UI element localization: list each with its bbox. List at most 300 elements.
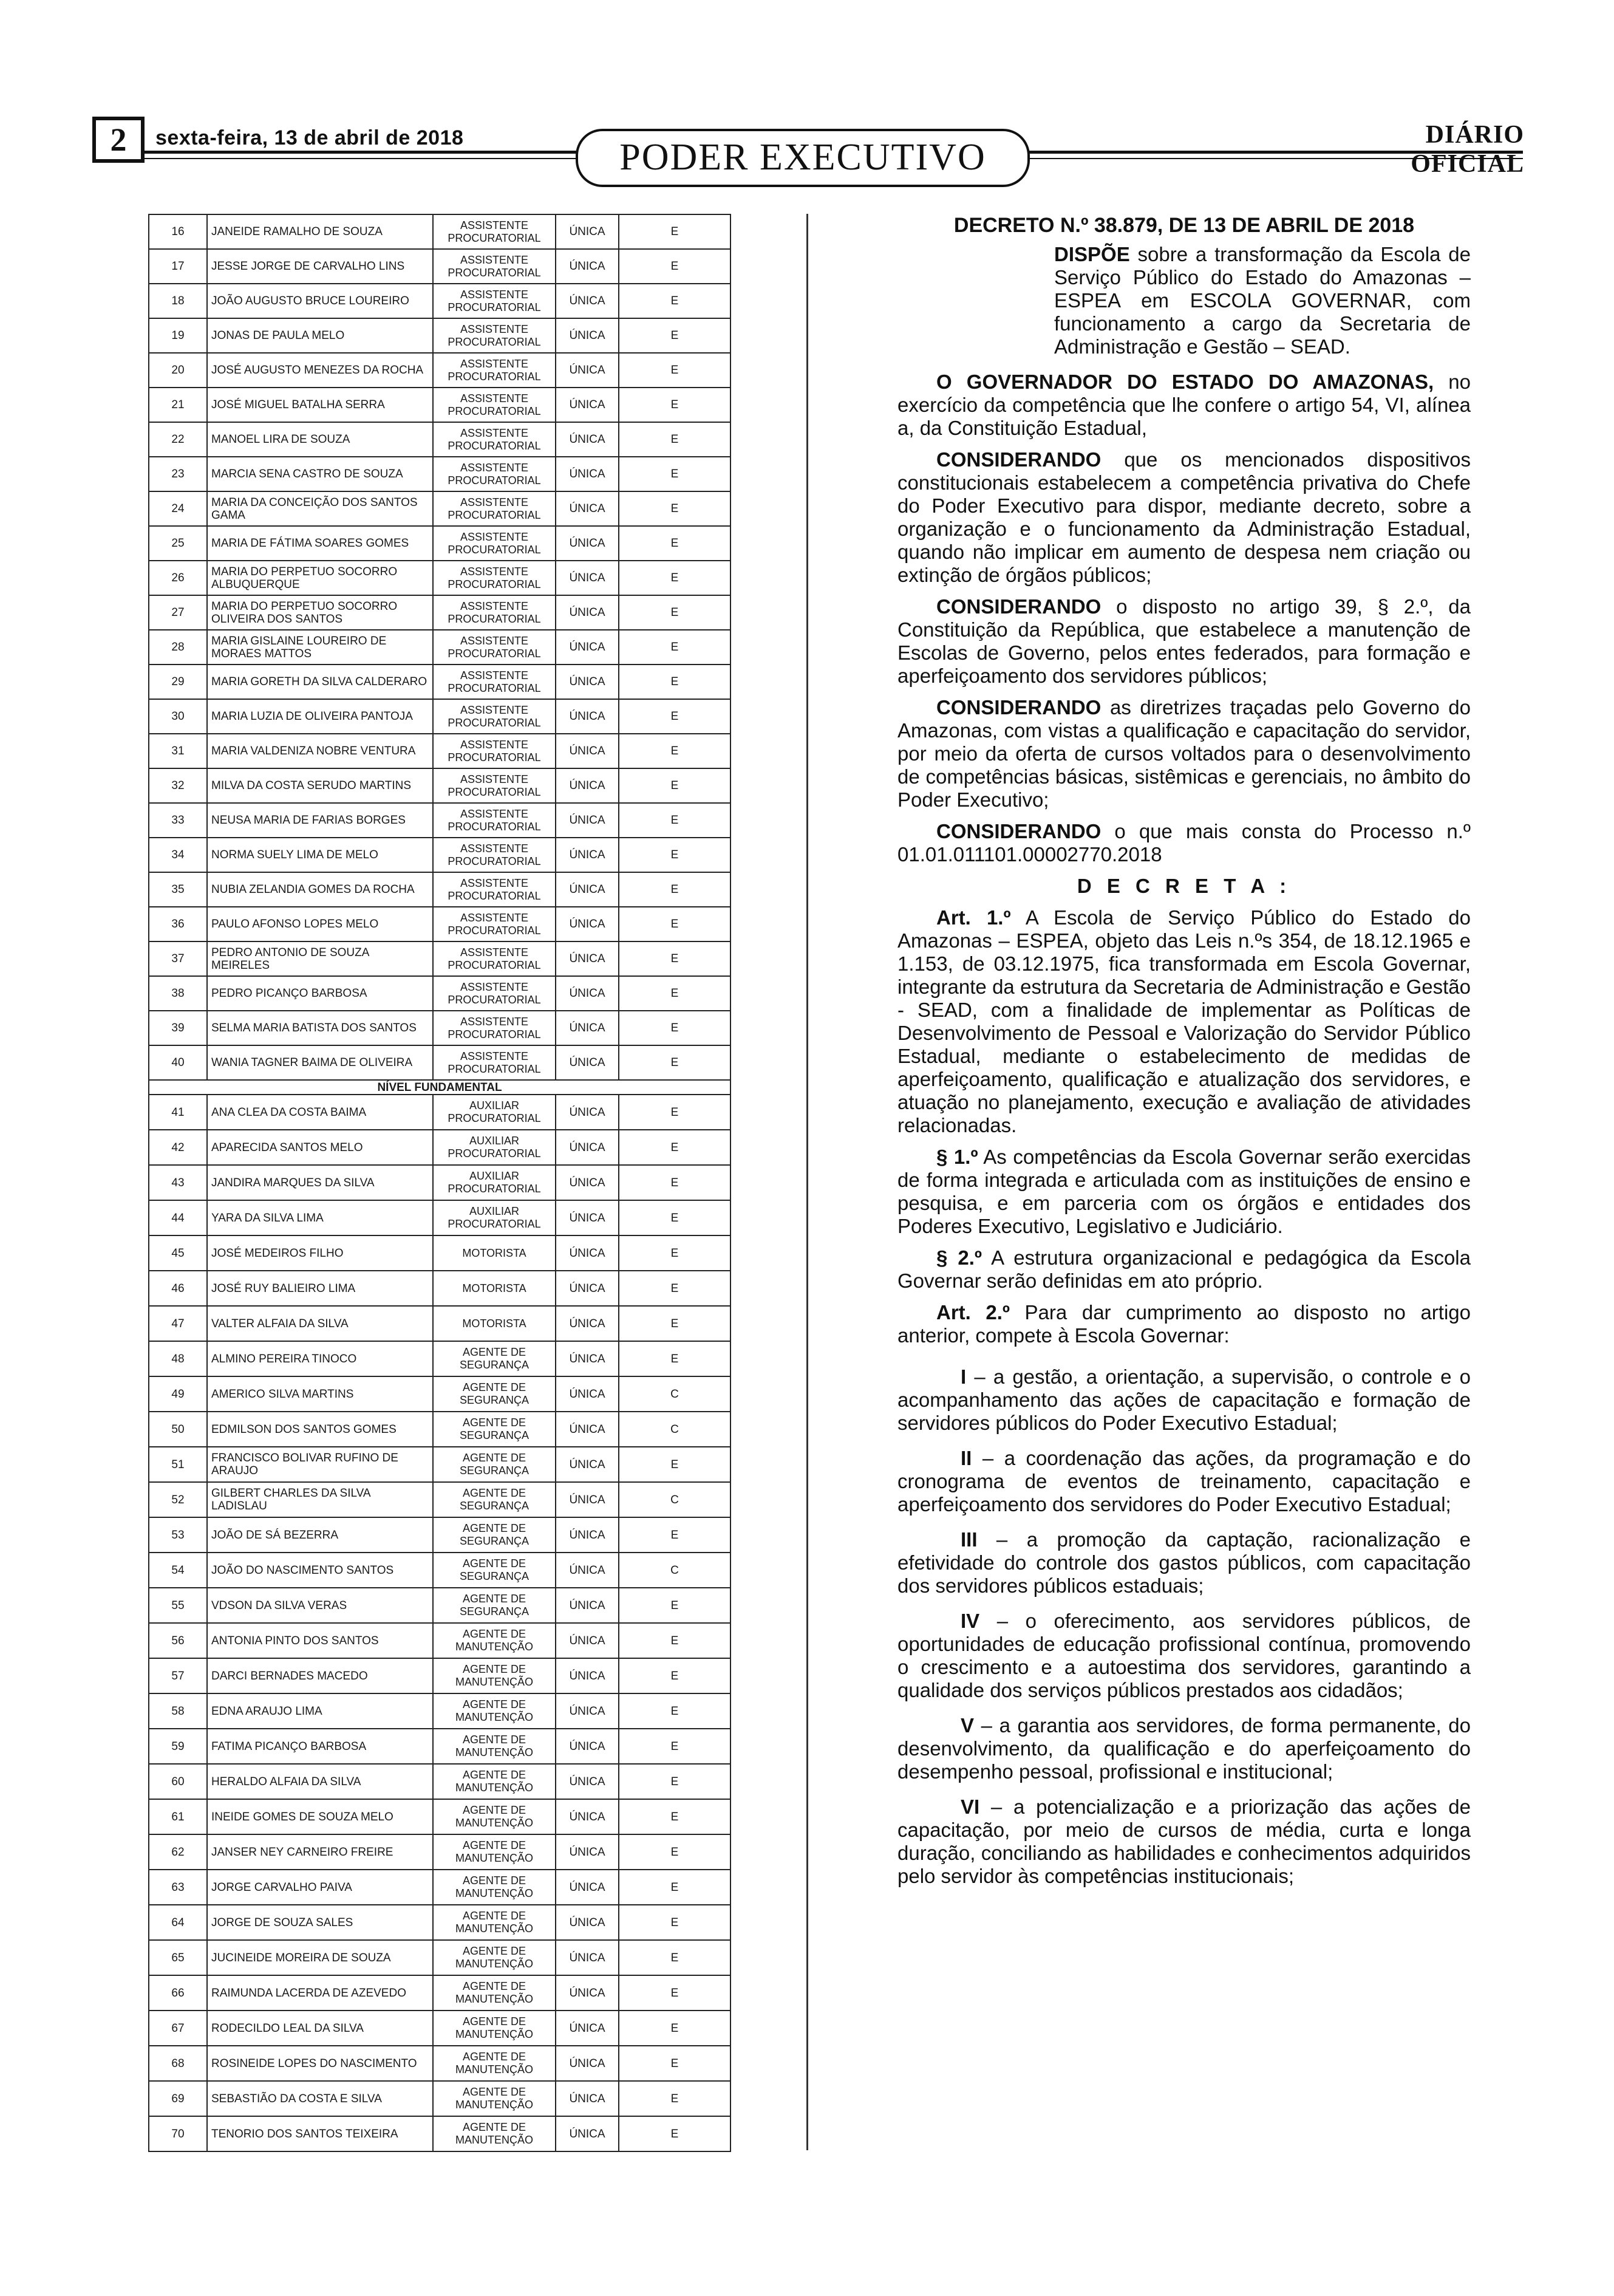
employee-name: JESSE JORGE DE CARVALHO LINS	[207, 249, 433, 284]
summary-lead: DISPÕE	[1054, 243, 1130, 265]
job-title: ASSISTENTE PROCURATORIAL	[433, 768, 556, 803]
row-number: 29	[149, 665, 207, 699]
table-subheading: NÍVEL FUNDAMENTAL	[149, 1080, 730, 1095]
row-number: 61	[149, 1799, 207, 1834]
level-type: ÚNICA	[556, 595, 619, 630]
table-row	[149, 1271, 730, 1306]
considerando-label: CONSIDERANDO	[936, 820, 1102, 842]
considerando-4	[897, 820, 1471, 866]
level-type: ÚNICA	[556, 1870, 619, 1905]
class-letter: E	[619, 1764, 730, 1799]
class-letter: E	[619, 1905, 730, 1940]
row-number: 27	[149, 595, 207, 630]
class-letter: E	[619, 665, 730, 699]
employee-name: NUBIA ZELANDIA GOMES DA ROCHA	[207, 872, 433, 907]
row-number: 49	[149, 1376, 207, 1412]
table-row	[149, 976, 730, 1011]
level-type: ÚNICA	[556, 422, 619, 457]
page-number: 2	[92, 117, 145, 163]
table-row	[149, 457, 730, 491]
row-number: 16	[149, 214, 207, 249]
job-title: ASSISTENTE PROCURATORIAL	[433, 595, 556, 630]
decree-summary	[1054, 243, 1471, 358]
job-title: AGENTE DE MANUTENÇÃO	[433, 2081, 556, 2116]
employee-name: VALTER ALFAIA DA SILVA	[207, 1306, 433, 1341]
level-type: ÚNICA	[556, 457, 619, 491]
row-number: 33	[149, 803, 207, 838]
level-type: ÚNICA	[556, 1165, 619, 1200]
decree-title: DECRETO N.º 38.879, DE 13 DE ABRIL DE 2018	[953, 214, 1415, 237]
class-letter: E	[619, 1940, 730, 1975]
preamble-lead: O GOVERNADOR DO ESTADO DO AMAZONAS,	[936, 371, 1434, 393]
table-body-after	[149, 1095, 730, 2151]
class-letter: E	[619, 561, 730, 595]
decreta-heading: D E C R E T A :	[1077, 875, 1292, 897]
class-letter: E	[619, 768, 730, 803]
row-number: 58	[149, 1693, 207, 1729]
class-letter: E	[619, 526, 730, 561]
level-type: ÚNICA	[556, 1412, 619, 1447]
employee-name: APARECIDA SANTOS MELO	[207, 1130, 433, 1165]
level-type: ÚNICA	[556, 284, 619, 318]
table-row	[149, 561, 730, 595]
job-title: ASSISTENTE PROCURATORIAL	[433, 526, 556, 561]
job-title: AUXILIAR PROCURATORIAL	[433, 1165, 556, 1200]
level-type: ÚNICA	[556, 907, 619, 941]
job-title: AGENTE DE SEGURANÇA	[433, 1341, 556, 1376]
row-number: 32	[149, 768, 207, 803]
class-letter: E	[619, 214, 730, 249]
considerando-1	[897, 448, 1471, 587]
row-number: 55	[149, 1588, 207, 1623]
job-title: ASSISTENTE PROCURATORIAL	[433, 630, 556, 665]
level-type: ÚNICA	[556, 1306, 619, 1341]
table-row	[149, 353, 730, 388]
employee-name: MANOEL LIRA DE SOUZA	[207, 422, 433, 457]
class-letter: E	[619, 1341, 730, 1376]
item-text: – a promoção da captação, racionalização e efetividade do controle dos gastos públicos, com capacitação dos servidores públicos estaduais;	[897, 1528, 1471, 1597]
table-body-before	[149, 214, 730, 1080]
table-row	[149, 1799, 730, 1834]
employee-name: MARIA DE FÁTIMA SOARES GOMES	[207, 526, 433, 561]
class-letter: E	[619, 1517, 730, 1553]
row-number: 25	[149, 526, 207, 561]
row-number: 31	[149, 734, 207, 768]
employee-name: JOÃO DO NASCIMENTO SANTOS	[207, 1553, 433, 1588]
employee-name: ANTONIA PINTO DOS SANTOS	[207, 1623, 433, 1658]
level-type: ÚNICA	[556, 1905, 619, 1940]
employee-name: JOSÉ RUY BALIEIRO LIMA	[207, 1271, 433, 1306]
item-i	[897, 1365, 1471, 1435]
class-letter: E	[619, 1623, 730, 1658]
level-type: ÚNICA	[556, 2046, 619, 2081]
row-number: 30	[149, 699, 207, 734]
job-title: AGENTE DE MANUTENÇÃO	[433, 1693, 556, 1729]
level-type: ÚNICA	[556, 2116, 619, 2151]
employee-name: JORGE CARVALHO PAIVA	[207, 1870, 433, 1905]
row-number: 62	[149, 1834, 207, 1870]
considerando-2	[897, 595, 1471, 688]
class-letter: E	[619, 388, 730, 422]
employee-name: MILVA DA COSTA SERUDO MARTINS	[207, 768, 433, 803]
employee-name: NORMA SUELY LIMA DE MELO	[207, 838, 433, 872]
item-label: V	[961, 1714, 975, 1737]
table-row	[149, 699, 730, 734]
class-letter: E	[619, 1975, 730, 2011]
table-row	[149, 734, 730, 768]
class-letter: E	[619, 2011, 730, 2046]
class-letter: E	[619, 1306, 730, 1341]
job-title: ASSISTENTE PROCURATORIAL	[433, 388, 556, 422]
level-type: ÚNICA	[556, 1764, 619, 1799]
job-title: AGENTE DE MANUTENÇÃO	[433, 1764, 556, 1799]
row-number: 38	[149, 976, 207, 1011]
header-rule	[143, 158, 585, 159]
table-row	[149, 2116, 730, 2151]
employee-name: FATIMA PICANÇO BARBOSA	[207, 1729, 433, 1764]
employee-name: MARIA VALDENIZA NOBRE VENTURA	[207, 734, 433, 768]
table-row	[149, 249, 730, 284]
employee-name: JOSÉ MEDEIROS FILHO	[207, 1235, 433, 1271]
employee-name: DARCI BERNADES MACEDO	[207, 1658, 433, 1693]
employee-name: FRANCISCO BOLIVAR RUFINO DE ARAUJO	[207, 1447, 433, 1482]
class-letter: E	[619, 838, 730, 872]
item-label: VI	[961, 1795, 980, 1818]
class-letter: E	[619, 1165, 730, 1200]
article-1	[897, 906, 1471, 1137]
employee-name: JONAS DE PAULA MELO	[207, 318, 433, 353]
table-row	[149, 872, 730, 907]
row-number: 63	[149, 1870, 207, 1905]
level-type: ÚNICA	[556, 838, 619, 872]
table-row	[149, 630, 730, 665]
employee-name: GILBERT CHARLES DA SILVA LADISLAU	[207, 1482, 433, 1517]
employee-name: ANA CLEA DA COSTA BAIMA	[207, 1095, 433, 1130]
considerando-text: as diretrizes traçadas pelo Governo do Amazonas, com vistas a qualificação e capacitação do servidor, por meio da oferta de cursos voltados para o desenvolvimento de competências básicas, sistêmicas e gerenciais, no âmbito do Poder Executivo;	[897, 696, 1471, 811]
row-number: 41	[149, 1095, 207, 1130]
class-letter: E	[619, 1271, 730, 1306]
employee-name: JOÃO AUGUSTO BRUCE LOUREIRO	[207, 284, 433, 318]
level-type: ÚNICA	[556, 630, 619, 665]
employee-name: VDSON DA SILVA VERAS	[207, 1588, 433, 1623]
employee-name: MARIA DO PERPETUO SOCORRO OLIVEIRA DOS SANTOS	[207, 595, 433, 630]
class-letter: E	[619, 2046, 730, 2081]
row-number: 68	[149, 2046, 207, 2081]
row-number: 67	[149, 2011, 207, 2046]
employee-name: NEUSA MARIA DE FARIAS BORGES	[207, 803, 433, 838]
level-type: ÚNICA	[556, 734, 619, 768]
row-number: 40	[149, 1045, 207, 1080]
row-number: 57	[149, 1658, 207, 1693]
item-text: – o oferecimento, aos servidores públicos, de oportunidades de educação profissional contínua, promovendo o crescimento e a autoestima dos servidores, garantindo a qualidade dos serviços públicos prestados aos cidadãos;	[897, 1610, 1471, 1701]
employee-name: JANDIRA MARQUES DA SILVA	[207, 1165, 433, 1200]
item-text: – a gestão, a orientação, a supervisão, o controle e o acompanhamento das ações de capacitação e formação de servidores públicos do Poder Executivo Estadual;	[897, 1365, 1471, 1434]
item-label: III	[961, 1528, 978, 1551]
considerando-label: CONSIDERANDO	[936, 448, 1102, 471]
considerando-text: o que mais consta do Processo n.º 01.01.011101.00002770.2018	[897, 820, 1471, 866]
row-number: 35	[149, 872, 207, 907]
row-number: 48	[149, 1341, 207, 1376]
table-row	[149, 1975, 730, 2011]
level-type: ÚNICA	[556, 491, 619, 526]
considerando-3	[897, 696, 1471, 811]
item-label: IV	[961, 1610, 980, 1632]
row-number: 43	[149, 1165, 207, 1200]
row-number: 56	[149, 1623, 207, 1658]
level-type: ÚNICA	[556, 803, 619, 838]
level-type: ÚNICA	[556, 1693, 619, 1729]
job-title: AGENTE DE SEGURANÇA	[433, 1517, 556, 1553]
level-type: ÚNICA	[556, 1517, 619, 1553]
employee-name: ROSINEIDE LOPES DO NASCIMENTO	[207, 2046, 433, 2081]
job-title: AGENTE DE MANUTENÇÃO	[433, 2116, 556, 2151]
row-number: 36	[149, 907, 207, 941]
row-number: 47	[149, 1306, 207, 1341]
article-text: A Escola de Serviço Público do Estado do Amazonas – ESPEA, objeto das Leis n.ºs 354, de 18.12.1965 e 1.153, de 03.12.1975, fica transformada em Escola Governar, integrante da estrutura da Secretaria de Administração e Gestão - SEAD, com a finalidade de implementar as Políticas de Desenvolvimento de Pessoal e Valorização do Servidor Público Estadual, mediante o estabelecimento de medidas de aperfeiçoamento, qualificação e atualização dos servidores, e atuação no planejamento, execução e avaliação de atividades relacionadas.	[897, 906, 1471, 1136]
table-row	[149, 665, 730, 699]
table-row	[149, 1341, 730, 1376]
table-row	[149, 595, 730, 630]
employee-name: INEIDE GOMES DE SOUZA MELO	[207, 1799, 433, 1834]
row-number: 66	[149, 1975, 207, 2011]
job-title: AGENTE DE MANUTENÇÃO	[433, 2046, 556, 2081]
table-row	[149, 1870, 730, 1905]
job-title: ASSISTENTE PROCURATORIAL	[433, 941, 556, 976]
table-row	[149, 2046, 730, 2081]
class-letter: E	[619, 907, 730, 941]
job-title: MOTORISTA	[433, 1235, 556, 1271]
level-type: ÚNICA	[556, 1623, 619, 1658]
employee-name: ALMINO PEREIRA TINOCO	[207, 1341, 433, 1376]
class-letter: E	[619, 1095, 730, 1130]
table-row	[149, 1095, 730, 1130]
level-type: ÚNICA	[556, 561, 619, 595]
table-row	[149, 1200, 730, 1235]
employee-name: RODECILDO LEAL DA SILVA	[207, 2011, 433, 2046]
employee-name: TENORIO DOS SANTOS TEIXEIRA	[207, 2116, 433, 2151]
staff-table	[148, 214, 731, 2152]
row-number: 23	[149, 457, 207, 491]
class-letter: E	[619, 457, 730, 491]
job-title: ASSISTENTE PROCURATORIAL	[433, 561, 556, 595]
level-type: ÚNICA	[556, 941, 619, 976]
level-type: ÚNICA	[556, 1235, 619, 1271]
item-iv	[897, 1610, 1471, 1702]
job-title: AGENTE DE MANUTENÇÃO	[433, 1729, 556, 1764]
employee-name: JOÃO DE SÁ BEZERRA	[207, 1517, 433, 1553]
table-row	[149, 1553, 730, 1588]
class-letter: E	[619, 1658, 730, 1693]
table-row	[149, 491, 730, 526]
row-number: 70	[149, 2116, 207, 2151]
summary-text: sobre a transformação da Escola de Serviço Público do Estado do Amazonas – ESPEA em ESCOLA GOVERNAR, com funcionamento a cargo da Secretaria de Administração e Gestão – SEAD.	[1054, 243, 1471, 358]
level-type: ÚNICA	[556, 665, 619, 699]
row-number: 52	[149, 1482, 207, 1517]
row-number: 26	[149, 561, 207, 595]
table-row	[149, 2081, 730, 2116]
table-row	[149, 768, 730, 803]
row-number: 20	[149, 353, 207, 388]
job-title: AGENTE DE MANUTENÇÃO	[433, 1658, 556, 1693]
item-text: – a coordenação das ações, da programação e do cronograma de eventos de treinamento, capacitação e aperfeiçoamento dos servidores do Poder Executivo Estadual;	[897, 1447, 1471, 1515]
employee-name: SELMA MARIA BATISTA DOS SANTOS	[207, 1011, 433, 1045]
job-title: ASSISTENTE PROCURATORIAL	[433, 803, 556, 838]
job-title: ASSISTENTE PROCURATORIAL	[433, 665, 556, 699]
row-number: 39	[149, 1011, 207, 1045]
employee-name: MARIA DA CONCEIÇÃO DOS SANTOS GAMA	[207, 491, 433, 526]
table-row	[149, 284, 730, 318]
job-title: ASSISTENTE PROCURATORIAL	[433, 872, 556, 907]
class-letter: C	[619, 1482, 730, 1517]
decree-column	[897, 214, 1471, 1900]
class-letter: E	[619, 1799, 730, 1834]
table-row	[149, 1412, 730, 1447]
job-title: AGENTE DE MANUTENÇÃO	[433, 1940, 556, 1975]
item-ii	[897, 1447, 1471, 1516]
employee-name: YARA DA SILVA LIMA	[207, 1200, 433, 1235]
class-letter: E	[619, 2081, 730, 2116]
level-type: ÚNICA	[556, 1729, 619, 1764]
row-number: 17	[149, 249, 207, 284]
table-row	[149, 1482, 730, 1517]
employee-name: MARCIA SENA CASTRO DE SOUZA	[207, 457, 433, 491]
paragraph-text: A estrutura organizacional e pedagógica da Escola Governar serão definidas em ato próprio.	[897, 1246, 1471, 1292]
class-letter: E	[619, 1447, 730, 1482]
job-title: AUXILIAR PROCURATORIAL	[433, 1200, 556, 1235]
employee-name: MARIA DO PERPETUO SOCORRO ALBUQUERQUE	[207, 561, 433, 595]
job-title: ASSISTENTE PROCURATORIAL	[433, 457, 556, 491]
class-letter: E	[619, 1235, 730, 1271]
job-title: AGENTE DE SEGURANÇA	[433, 1553, 556, 1588]
job-title: ASSISTENTE PROCURATORIAL	[433, 249, 556, 284]
job-title: ASSISTENTE PROCURATORIAL	[433, 976, 556, 1011]
column-divider	[806, 214, 808, 2150]
job-title: AUXILIAR PROCURATORIAL	[433, 1095, 556, 1130]
table-row	[149, 1517, 730, 1553]
row-number: 59	[149, 1729, 207, 1764]
table-row	[149, 1447, 730, 1482]
table-row	[149, 388, 730, 422]
item-text: – a potencialização e a priorização das ações de capacitação, por meio de cursos de média, curta e longa duração, conciliando as habilidades e conhecimentos adquiridos pelo servidor às competências institucionais;	[897, 1795, 1471, 1887]
job-title: ASSISTENTE PROCURATORIAL	[433, 838, 556, 872]
job-title: AGENTE DE SEGURANÇA	[433, 1482, 556, 1517]
article-2	[897, 1301, 1471, 1347]
class-letter: E	[619, 734, 730, 768]
table-row	[149, 2011, 730, 2046]
row-number: 19	[149, 318, 207, 353]
class-letter: E	[619, 941, 730, 976]
level-type: ÚNICA	[556, 526, 619, 561]
job-title: ASSISTENTE PROCURATORIAL	[433, 284, 556, 318]
class-letter: E	[619, 1588, 730, 1623]
level-type: ÚNICA	[556, 214, 619, 249]
job-title: ASSISTENTE PROCURATORIAL	[433, 422, 556, 457]
level-type: ÚNICA	[556, 1376, 619, 1412]
job-title: AGENTE DE SEGURANÇA	[433, 1412, 556, 1447]
table-row	[149, 1306, 730, 1341]
class-letter: E	[619, 1045, 730, 1080]
table-row	[149, 838, 730, 872]
item-text: – a garantia aos servidores, de forma permanente, do desenvolvimento, da qualificação e do aperfeiçoamento do desempenho pessoal, profissional e institucional;	[897, 1714, 1471, 1783]
employee-name: JORGE DE SOUZA SALES	[207, 1905, 433, 1940]
considerando-text: o disposto no artigo 39, § 2.º, da Constituição da República, que estabelece a manutenção de Escolas de Governo, pelos entes federados, para formação e aperfeiçoamento dos servidores públicos;	[897, 595, 1471, 687]
level-type: ÚNICA	[556, 1095, 619, 1130]
row-number: 54	[149, 1553, 207, 1588]
job-title: ASSISTENTE PROCURATORIAL	[433, 699, 556, 734]
class-letter: E	[619, 976, 730, 1011]
article-label: Art. 1.º	[936, 906, 1011, 929]
level-type: ÚNICA	[556, 1940, 619, 1975]
level-type: ÚNICA	[556, 1553, 619, 1588]
considerando-label: CONSIDERANDO	[936, 595, 1102, 618]
level-type: ÚNICA	[556, 1588, 619, 1623]
table-row	[149, 318, 730, 353]
considerando-label: CONSIDERANDO	[936, 696, 1102, 719]
table-row	[149, 1905, 730, 1940]
job-title: AGENTE DE MANUTENÇÃO	[433, 1623, 556, 1658]
table-row	[149, 1729, 730, 1764]
row-number: 24	[149, 491, 207, 526]
paragraph-label: § 2.º	[936, 1246, 982, 1269]
item-iii	[897, 1528, 1471, 1597]
row-number: 60	[149, 1764, 207, 1799]
table-row	[149, 1588, 730, 1623]
row-number: 21	[149, 388, 207, 422]
table-row	[149, 907, 730, 941]
row-number: 34	[149, 838, 207, 872]
level-type: ÚNICA	[556, 1447, 619, 1482]
employee-name: RAIMUNDA LACERDA DE AZEVEDO	[207, 1975, 433, 2011]
class-letter: E	[619, 1130, 730, 1165]
class-letter: E	[619, 353, 730, 388]
class-letter: E	[619, 699, 730, 734]
row-number: 42	[149, 1130, 207, 1165]
level-type: ÚNICA	[556, 1975, 619, 2011]
table-row	[149, 1693, 730, 1729]
employee-name: PEDRO ANTONIO DE SOUZA MEIRELES	[207, 941, 433, 976]
level-type: ÚNICA	[556, 2081, 619, 2116]
class-letter: E	[619, 284, 730, 318]
table-row	[149, 214, 730, 249]
paragraph-1	[897, 1146, 1471, 1238]
class-letter: E	[619, 872, 730, 907]
class-letter: E	[619, 1870, 730, 1905]
table-row	[149, 1011, 730, 1045]
employee-name: MARIA GISLAINE LOUREIRO DE MORAES MATTOS	[207, 630, 433, 665]
employee-name: JANSER NEY CARNEIRO FREIRE	[207, 1834, 433, 1870]
job-title: AGENTE DE MANUTENÇÃO	[433, 1905, 556, 1940]
employee-name: PEDRO PICANÇO BARBOSA	[207, 976, 433, 1011]
paragraph-label: § 1.º	[936, 1146, 978, 1168]
row-number: 22	[149, 422, 207, 457]
table-row	[149, 941, 730, 976]
employee-name: JOSÉ AUGUSTO MENEZES DA ROCHA	[207, 353, 433, 388]
level-type: ÚNICA	[556, 699, 619, 734]
job-title: AGENTE DE MANUTENÇÃO	[433, 1834, 556, 1870]
level-type: ÚNICA	[556, 2011, 619, 2046]
job-title: ASSISTENTE PROCURATORIAL	[433, 1045, 556, 1080]
class-letter: E	[619, 1834, 730, 1870]
employee-name: JOSÉ MIGUEL BATALHA SERRA	[207, 388, 433, 422]
publication-name: DIÁRIO OFICIAL	[1411, 121, 1524, 178]
class-letter: E	[619, 803, 730, 838]
employee-name: WANIA TAGNER BAIMA DE OLIVEIRA	[207, 1045, 433, 1080]
class-letter: E	[619, 1729, 730, 1764]
header-rule	[143, 151, 585, 154]
level-type: ÚNICA	[556, 1200, 619, 1235]
row-number: 45	[149, 1235, 207, 1271]
level-type: ÚNICA	[556, 1045, 619, 1080]
